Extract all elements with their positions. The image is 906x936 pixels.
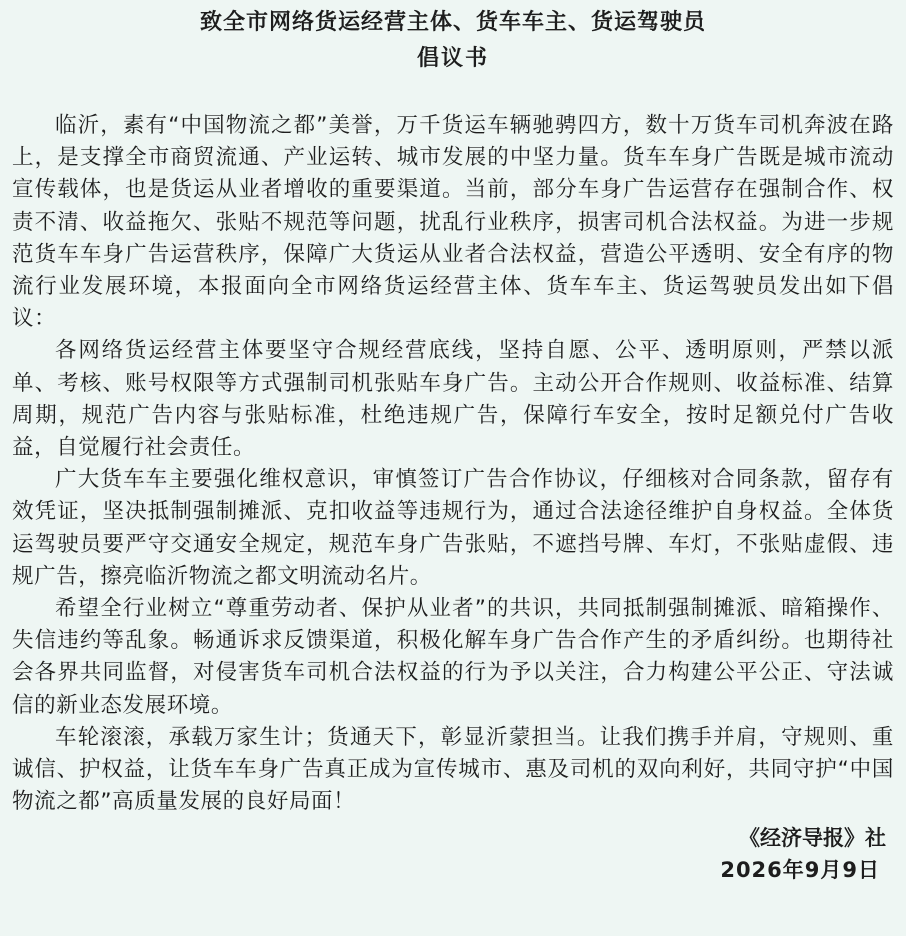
document-subtitle: 倡议书 <box>416 46 489 71</box>
paragraph-operators: 各网络货运经营主体要坚守合规经营底线，坚持自愿、公平、透明原则，严禁以派单、考核、账号权限等方式强制司机张贴车身广告。主动公开合作规则、收益标准、结算周期，规范广告内容与张贴标准，杜绝违规广告，保障行车安全，按时足额兑付广告收益，自觉履行社会责任。 <box>12 338 894 461</box>
paragraph-owners-drivers: 广大货车车主要强化维权意识，审慎签订广告合作协议，仔细核对合同条款，留存有效凭证，坚决抵制强制摊派、克扣收益等违规行为，通过合法途径维护自身权益。全体货运驾驶员要严守交通安全规定，规范车身广告张贴，不遮挡号牌、车灯，不张贴虚假、违规广告，擦亮临沂物流之都文明流动名片。 <box>12 467 894 589</box>
date: 2026年9月9日 <box>720 858 880 883</box>
document-body <box>12 110 894 818</box>
paragraph-industry: 希望全行业树立“尊重劳动者、保护从业者”的共识，共同抵制强制摊派、暗箱操作、失信违约等乱象。畅通诉求反馈渠道，积极化解车身广告合作产生的矛盾纠纷。也期待社会各界共同监督，对侵害货车司机合法权益的行为予以关注，合力构建公平公正、守法诚信的新业态发展环境。 <box>12 596 894 718</box>
paragraph-closing: 车轮滚滚，承载万家生计；货通天下，彰显沂蒙担当。让我们携手并肩，守规则、重诚信、护权益，让货车车身广告真正成为宣传城市、惠及司机的双向利好，共同守护“中国物流之都”高质量发展的良好局面！ <box>12 724 894 815</box>
signature: 《经济导报》社 <box>739 826 886 851</box>
document-title: 致全市网络货运经营主体、货车车主、货运驾驶员 <box>199 10 706 35</box>
paragraph-intro: 临沂，素有“中国物流之都”美誉，万千货运车辆驰骋四方，数十万货车司机奔波在路上，是支撑全市商贸流通、产业运转、城市发展的中坚力量。货车车身广告既是城市流动宣传载体，也是货运从业者增收的重要渠道。当前，部分车身广告运营存在强制合作、权责不清、收益拖欠、张贴不规范等问题，扰乱行业秩序，损害司机合法权益。为进一步规范货车车身广告运营秩序，保障广大货运从业者合法权益，营造公平透明、安全有序的物流行业发展环境，本报面向全市网络货运经营主体、货车车主、货运驾驶员发出如下倡议： <box>12 113 894 332</box>
